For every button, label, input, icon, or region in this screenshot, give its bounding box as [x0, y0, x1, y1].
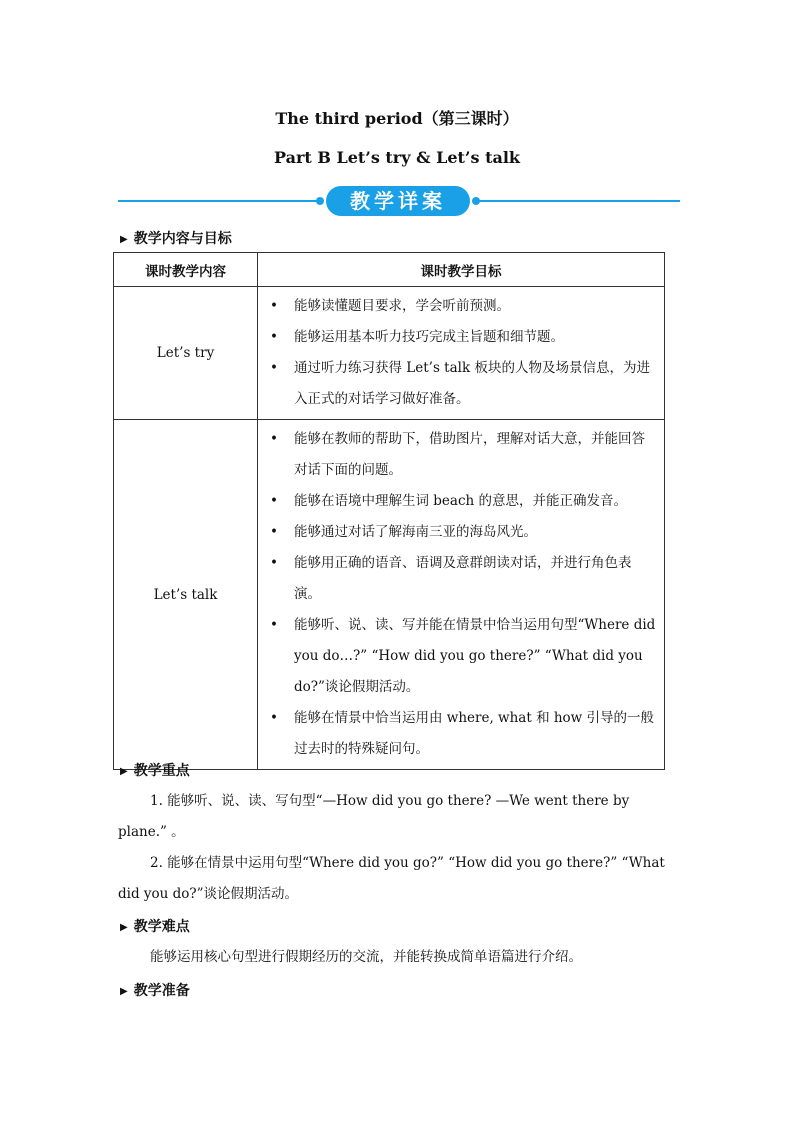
section-heading-objectives: ▶ 教学内容与目标	[120, 231, 232, 247]
banner-line-left	[118, 200, 318, 202]
triangle-icon: ▶	[120, 986, 128, 997]
table-row	[114, 287, 665, 420]
section-heading-key: ▶ 教学重点	[120, 763, 190, 779]
section-banner	[118, 184, 680, 218]
table-header-content: 课时教学内容	[114, 253, 258, 287]
key-point-1: 1. 能够听、说、读、写句型“—How did you go there? —We went there by plane.” 。	[118, 793, 630, 840]
table-cell-goals	[258, 287, 665, 420]
triangle-icon: ▶	[120, 922, 128, 933]
list-item: • 能够通过对话了解海南三亚的海岛风光。	[268, 517, 656, 548]
goal-list	[268, 291, 656, 415]
list-item: • 能够读懂题目要求，学会听前预测。	[268, 291, 656, 322]
table-row	[114, 420, 665, 770]
page-title: The third period（第三课时）	[275, 109, 519, 128]
banner-text: 教学详案	[350, 189, 446, 213]
list-item: • 能够用正确的语音、语调及意群朗读对话，并进行角色表演。	[268, 548, 656, 610]
table-header-goals: 课时教学目标	[258, 253, 665, 287]
objectives-table	[113, 252, 665, 770]
table-cell-content: Let’s talk	[114, 420, 258, 770]
difficulty-text: 能够运用核心句型进行假期经历的交流，并能转换成简单语篇进行介绍。	[150, 949, 582, 965]
section-heading-prep: ▶ 教学准备	[120, 983, 190, 999]
key-point-2: 2. 能够在情景中运用句型“Where did you go?” “How did you go there?” “What did you do?”谈论假期活动。	[118, 855, 665, 902]
goal-list	[268, 424, 656, 765]
table-cell-goals	[258, 420, 665, 770]
list-item: • 能够听、说、读、写并能在情景中恰当运用句型“Where did you do…?” “How did you go there?” “What did you do?”谈论假期活动。	[268, 610, 656, 703]
list-item: • 能够运用基本听力技巧完成主旨题和细节题。	[268, 322, 656, 353]
section-heading-difficulty: ▶ 教学难点	[120, 919, 190, 935]
banner-tag	[316, 184, 480, 218]
table-cell-content: Let’s try	[114, 287, 258, 420]
list-item: • 通过听力练习获得 Let’s talk 板块的人物及场景信息，为进入正式的对话学习做好准备。	[268, 353, 656, 415]
triangle-icon: ▶	[120, 234, 128, 245]
page-subtitle: Part B Let’s try & Let’s talk	[273, 148, 520, 167]
triangle-icon: ▶	[120, 766, 128, 777]
list-item: • 能够在情景中恰当运用由 where, what 和 how 引导的一般过去时的特殊疑问句。	[268, 703, 656, 765]
table-header-row	[114, 253, 665, 287]
list-item: • 能够在教师的帮助下，借助图片，理解对话大意，并能回答对话下面的问题。	[268, 424, 656, 486]
banner-line-right	[478, 200, 680, 202]
list-item: • 能够在语境中理解生词 beach 的意思，并能正确发音。	[268, 486, 656, 517]
